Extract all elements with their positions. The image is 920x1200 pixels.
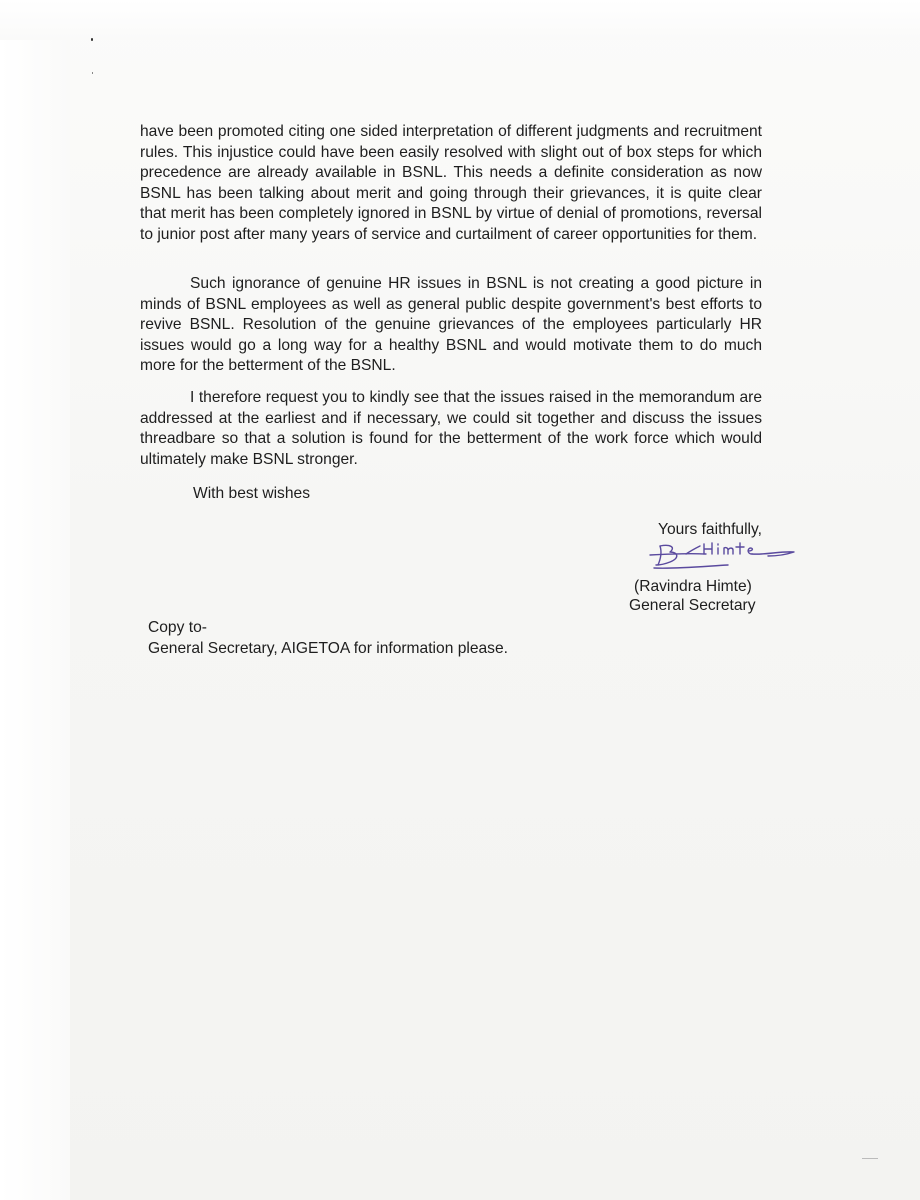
- signatory-title: General Secretary: [629, 597, 756, 614]
- copy-to-label: Copy to-: [148, 619, 207, 636]
- signature-icon: [648, 538, 798, 572]
- scan-margin-left: [0, 0, 70, 1200]
- closing-line: With best wishes: [193, 485, 310, 502]
- sign-off-text: Yours faithfully,: [657, 521, 762, 538]
- copy-to-recipient: General Secretary, AIGETOA for information please.: [148, 639, 508, 657]
- signatory-name: (Ravindra Himte): [634, 578, 752, 595]
- copy-to-section: [148, 618, 508, 659]
- letter-paragraph-3: I therefore request you to kindly see that the issues raised in the memorandum are addressed at the earliest and if necessary, we could sit together and discuss the issues threadbare so that a solution is found for the betterment of the work force which would ultimately make BSNL stronger.: [140, 389, 762, 468]
- letter-paragraph-2: Such ignorance of genuine HR issues in BSNL is not creating a good picture in minds of BSNL employees as well as general public despite government's best efforts to revive BSNL. Resolution of the genuine grievances of the employees particularly HR issues would go a long way for a healthy BSNL and would motivate them to do much more for the betterment of the BSNL.: [140, 275, 762, 375]
- scan-corner-mark: [862, 1158, 878, 1159]
- scan-speck: [91, 38, 93, 41]
- handwritten-signature: [648, 538, 798, 572]
- scan-speck: [92, 72, 93, 74]
- scan-margin-top: [0, 0, 920, 40]
- letter-paragraph-1: have been promoted citing one sided interpretation of different judgments and recruitment rules. This injustice could have been easily resolved with slight out of box steps for which precedence are already available in BSNL. This needs a definite consideration as now BSNL has been talking about merit and going through their grievances, it is quite clear that merit has been completely ignored in BSNL by virtue of denial of promotions, reversal to junior post after many years of service and curtailment of career opportunities for them.: [140, 123, 762, 243]
